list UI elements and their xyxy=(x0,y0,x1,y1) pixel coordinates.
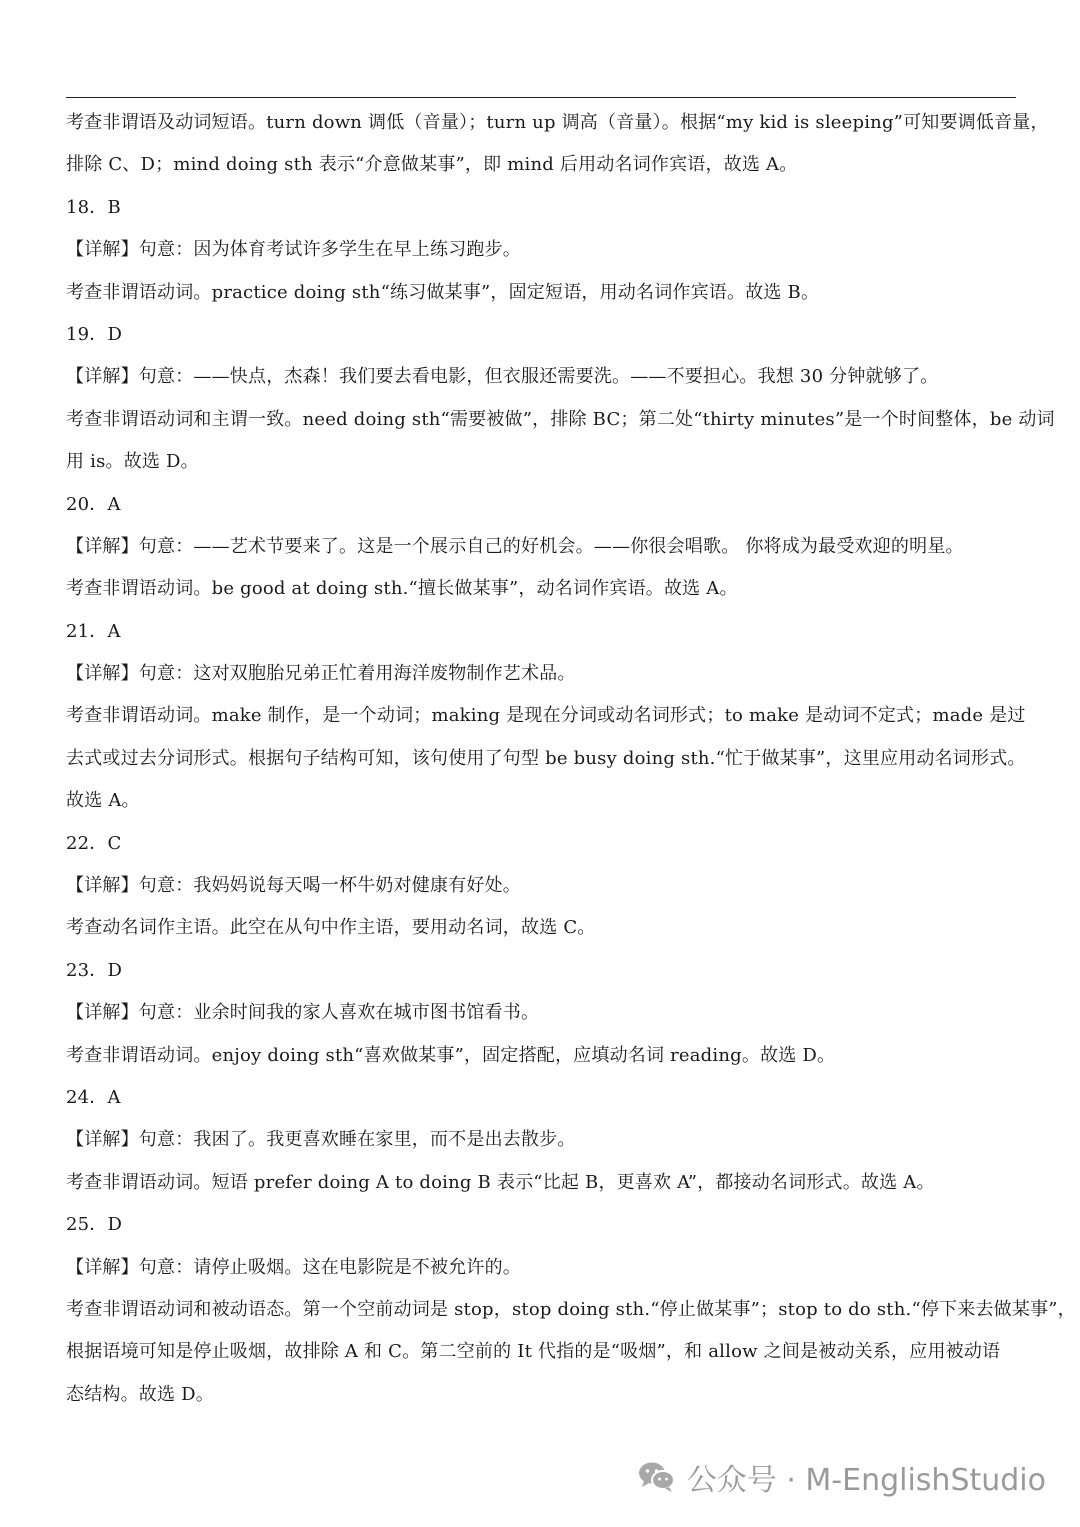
watermark-text: 公众号 · M-EnglishStudio xyxy=(686,1463,1046,1498)
answer-number: 19．D xyxy=(66,323,123,345)
answer-explanations xyxy=(66,102,1076,1416)
answer-number: 24．A xyxy=(66,1086,121,1108)
text-line: 考查非谓语动词。enjoy doing sth“喜欢做某事”，固定搭配，应填动名词 reading。故选 D。 xyxy=(66,1044,836,1066)
explanation-line: 【详解】句意：请停止吸烟。这在电影院是不被允许的。 xyxy=(66,1256,521,1278)
text-line: 考查非谓语动词。make 制作，是一个动词；making 是现在分词或动名词形式；to make 是动词不定式；made 是过 xyxy=(66,705,1026,727)
answer-number: 20．A xyxy=(66,493,121,515)
answer-number: 23．D xyxy=(66,959,123,981)
explanation-line: 【详解】句意：因为体育考试许多学生在早上练习跑步。 xyxy=(66,239,521,261)
text-line: 考查非谓语动词。practice doing sth“练习做某事”，固定短语，用动名词作宾语。故选 B。 xyxy=(66,281,820,303)
explanation-line: 【详解】句意：业余时间我的家人喜欢在城市图书馆看书。 xyxy=(66,1002,540,1024)
text-line: 用 is。故选 D。 xyxy=(66,451,199,473)
explanation-line: 【详解】句意：我妈妈说每天喝一杯牛奶对健康有好处。 xyxy=(66,875,521,897)
text-line: 考查非谓语动词。短语 prefer doing A to doing B 表示“比起 B，更喜欢 A”，都接动名词形式。故选 A。 xyxy=(66,1171,935,1193)
text-line: 考查非谓语及动词短语。turn down 调低（音量）；turn up 调高（音量）。根据“my kid is sleeping”可知要调低音量， xyxy=(66,112,1049,133)
text-line: 态结构。故选 D。 xyxy=(66,1383,214,1405)
text-line: 故选 A。 xyxy=(66,790,140,812)
answer-number: 21．A xyxy=(66,620,121,642)
text-line: 考查非谓语动词。be good at doing sth.“擅长做某事”，动名词作宾语。故选 A。 xyxy=(66,578,738,600)
text-line: 考查非谓语动词和被动语态。第一个空前动词是 stop，stop doing sth.“停止做某事”；stop to do sth.“停下来去做某事”， xyxy=(66,1298,1076,1320)
explanation-line: 【详解】句意：——快点，杰森！我们要去看电影，但衣服还需要洗。——不要担心。我想 30 分钟就够了。 xyxy=(66,366,939,388)
text-line: 排除 C、D；mind doing sth 表示“介意做某事”，即 mind 后用动名词作宾语，故选 A。 xyxy=(66,154,798,176)
answer-number: 18．B xyxy=(66,196,121,218)
watermark xyxy=(637,1457,1046,1497)
answer-number: 25．D xyxy=(66,1214,123,1236)
wechat-icon xyxy=(637,1460,677,1494)
text-line: 根据语境可知是停止吸烟，故排除 A 和 C。第二空前的 It 代指的是“吸烟”，和 allow 之间是被动关系，应用被动语 xyxy=(66,1341,1001,1363)
explanation-line: 【详解】句意：——艺术节要来了。这是一个展示自己的好机会。——你很会唱歌。 你将成为最受欢迎的明星。 xyxy=(66,535,964,557)
text-line: 考查非谓语动词和主谓一致。need doing sth“需要被做”，排除 BC；第二处“thirty minutes”是一个时间整体，be 动词 xyxy=(66,408,1055,430)
answer-number: 22．C xyxy=(66,832,122,854)
header-rule xyxy=(66,97,1016,98)
text-line: 考查动名词作主语。此空在从句中作主语，要用动名词，故选 C。 xyxy=(66,917,596,939)
explanation-line: 【详解】句意：这对双胞胎兄弟正忙着用海洋废物制作艺术品。 xyxy=(66,663,576,685)
text-line: 去式或过去分词形式。根据句子结构可知，该句使用了句型 be busy doing sth.“忙于做某事”，这里应用动名词形式。 xyxy=(66,747,1026,769)
explanation-line: 【详解】句意：我困了。我更喜欢睡在家里，而不是出去散步。 xyxy=(66,1129,576,1151)
